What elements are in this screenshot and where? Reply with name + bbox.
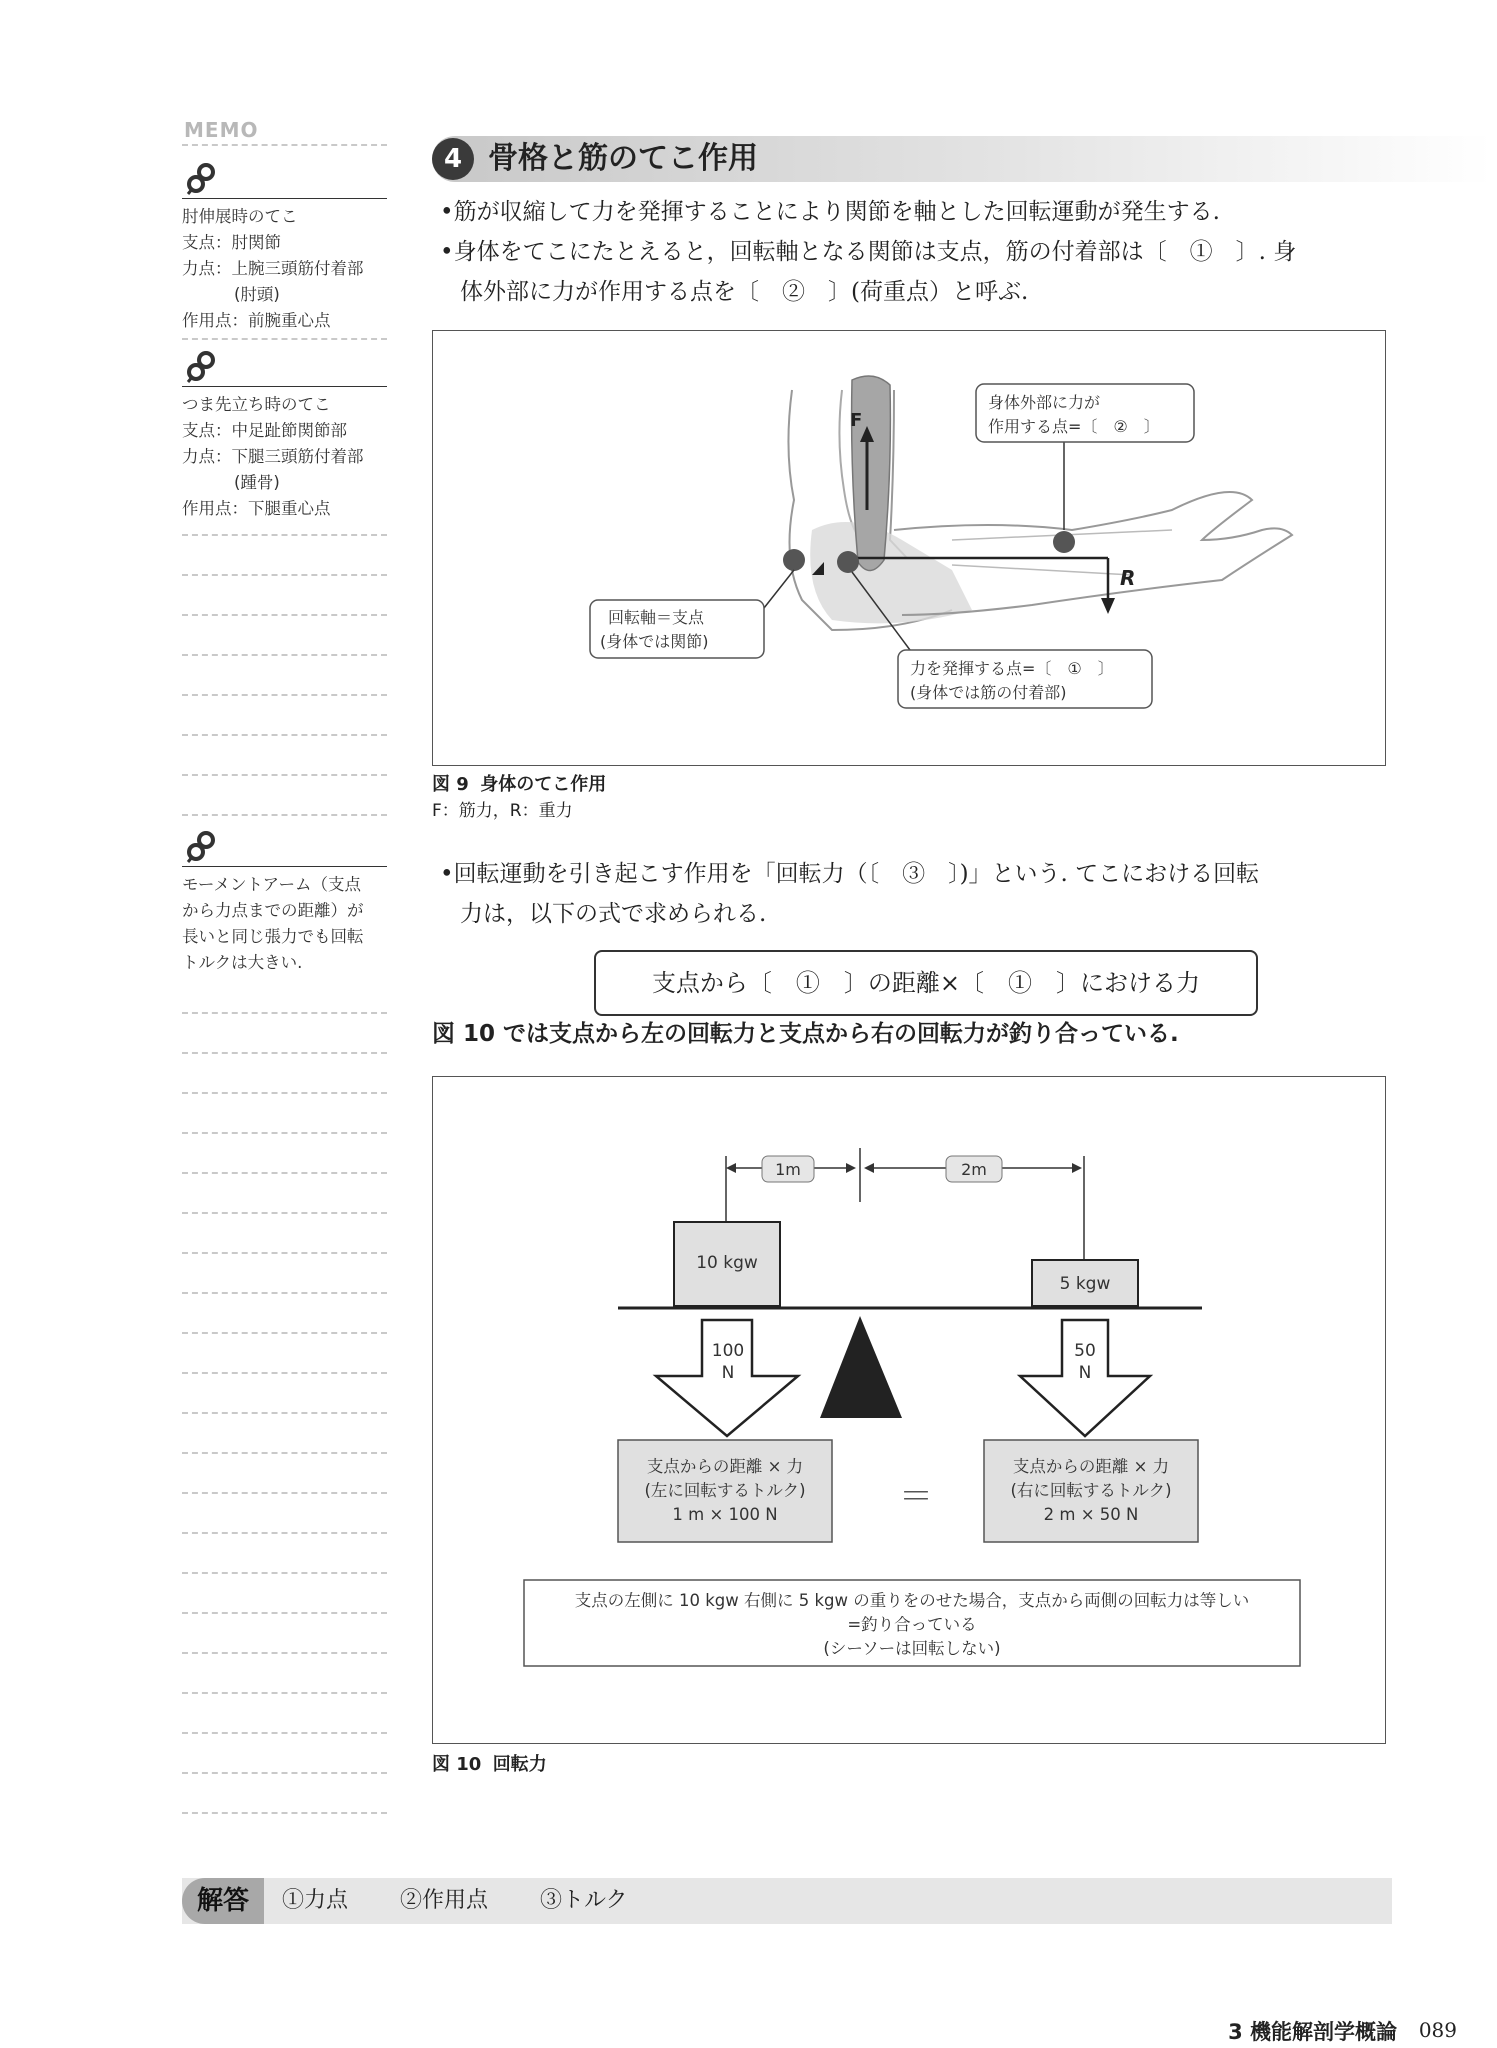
memo-divider xyxy=(182,574,387,576)
callout-effort-line2: (身体では筋の付着部) xyxy=(910,683,1067,702)
figure-9-diagram xyxy=(432,330,1384,764)
figure-9-title: 身体のてこ作用 xyxy=(480,774,607,795)
torque-right-line3: 2 m × 50 N xyxy=(1043,1505,1139,1524)
memo-pin-icon xyxy=(184,162,218,196)
balance-note-line3: (シーソーは回転しない) xyxy=(823,1639,1001,1658)
torque-left-line3: 1 m × 100 N xyxy=(672,1505,778,1524)
section-title: 骨格と筋のてこ作用 xyxy=(488,141,758,176)
figure-9-legend: F：筋力，R：重力 xyxy=(432,801,573,821)
torque-formula-box: 支点から〔 ① 〕の距離×〔 ① 〕における力 xyxy=(594,950,1258,1016)
footer-chapter xyxy=(1228,2016,1397,2046)
callout-fulcrum-line2: (身体では関節) xyxy=(600,632,709,651)
memo-line: 支点：肘関節 xyxy=(182,233,281,252)
memo-divider xyxy=(182,1412,387,1414)
paragraph-figure-10-intro: 図 10 では支点から左の回転力と支点から右の回転力が釣り合っている. xyxy=(432,1021,1179,1047)
memo-rule xyxy=(182,386,387,387)
torque-right-line2: (右に回転するトルク) xyxy=(1010,1481,1172,1500)
memo-divider xyxy=(182,1612,387,1614)
memo-note-tiptoe xyxy=(182,392,392,522)
memo-divider xyxy=(182,1732,387,1734)
seesaw-fulcrum xyxy=(820,1316,902,1418)
figure-10-diagram xyxy=(432,1076,1384,1742)
memo-line: 長いと同じ張力でも回転 xyxy=(182,927,364,946)
dimension-arrow xyxy=(846,1163,856,1173)
memo-divider xyxy=(182,1292,387,1294)
memo-divider xyxy=(182,1652,387,1654)
memo-note-elbow xyxy=(182,204,392,334)
gravity-arrowhead xyxy=(1101,598,1115,614)
memo-line: モーメントアーム（支点 xyxy=(182,875,362,894)
memo-divider xyxy=(182,1572,387,1574)
memo-divider xyxy=(182,1212,387,1214)
memo-divider xyxy=(182,734,387,736)
memo-line: トルクは大きい. xyxy=(182,953,303,972)
force-left-unit: N xyxy=(721,1363,735,1383)
footer-chapter-title: 機能解剖学概論 xyxy=(1250,2020,1397,2044)
memo-rule xyxy=(182,866,387,867)
callout-load-line1: 身体外部に力が xyxy=(988,393,1101,412)
paragraph-torque-1: •回転運動を引き起こす作用を「回転力（〔 ③ 〕)」という. てこにおける回転 xyxy=(440,861,1260,887)
callout-fulcrum-line1: 回転軸＝支点 xyxy=(608,608,705,627)
memo-pin-icon xyxy=(184,350,218,384)
weight-left-label: 10 kgw xyxy=(696,1253,758,1273)
torque-left-line2: (左に回転するトルク) xyxy=(644,1481,806,1500)
memo-divider xyxy=(182,1092,387,1094)
memo-divider xyxy=(182,1372,387,1374)
memo-divider xyxy=(182,534,387,536)
force-left-value: 100 xyxy=(711,1341,745,1361)
leader-line-fulcrum xyxy=(764,570,794,608)
effort-point xyxy=(837,551,859,573)
callout-load-line2: 作用する点=〔 ② 〕 xyxy=(988,417,1160,436)
torque-left-line1: 支点からの距離 × 力 xyxy=(646,1457,804,1476)
memo-divider xyxy=(182,1492,387,1494)
triceps-muscle xyxy=(852,376,891,571)
memo-divider xyxy=(182,1452,387,1454)
paragraph-muscle-contraction: •筋が収縮して力を発揮することにより関節を軸とした回転運動が発生する. xyxy=(440,199,1220,225)
memo-divider xyxy=(182,814,387,816)
answer-3: ③トルク xyxy=(540,1888,628,1913)
memo-divider xyxy=(182,614,387,616)
section-number-badge: 4 xyxy=(432,138,474,180)
memo-divider xyxy=(182,1172,387,1174)
figure-10-number: 図 10 xyxy=(432,1754,482,1775)
equals-sign: ＝ xyxy=(899,1477,933,1517)
paragraph-torque-2: 力は，以下の式で求められる. xyxy=(460,901,767,927)
memo-divider xyxy=(182,1772,387,1774)
paragraph-lever-analogy-2: 体外部に力が作用する点を〔 ② 〕(荷重点）と呼ぶ. xyxy=(460,279,1029,305)
answer-2: ②作用点 xyxy=(400,1888,489,1913)
figure-9-number: 図 9 xyxy=(432,774,469,795)
elbow-shading xyxy=(810,522,972,623)
memo-line: 作用点：前腕重心点 xyxy=(182,311,331,330)
memo-pin-icon xyxy=(184,830,218,864)
memo-divider xyxy=(182,1692,387,1694)
load-point xyxy=(1053,531,1075,553)
gravity-label: R xyxy=(1120,566,1136,590)
forearm-bone xyxy=(952,565,1132,575)
memo-line: 肘伸展時のてこ xyxy=(182,207,298,226)
distance-label-right: 2m xyxy=(961,1160,987,1179)
memo-line: 作用点：下腿重心点 xyxy=(182,499,331,518)
arm-outline xyxy=(890,390,907,558)
memo-title: MEMO xyxy=(184,118,259,142)
callout-effort-line1: 力を発揮する点=〔 ① 〕 xyxy=(910,659,1114,678)
memo-divider xyxy=(182,654,387,656)
memo-line: から力点までの距離）が xyxy=(182,901,364,920)
balance-note-line2: =釣り合っている xyxy=(847,1615,977,1634)
force-right-unit: N xyxy=(1078,1363,1092,1383)
figure-9-caption xyxy=(432,770,606,796)
answer-bar xyxy=(182,1878,1392,1924)
figure-10-title: 回転力 xyxy=(492,1754,547,1775)
fulcrum-point xyxy=(783,549,805,571)
force-label: F xyxy=(850,410,863,431)
dimension-arrow xyxy=(1072,1163,1082,1173)
memo-line: 力点：上腕三頭筋付着部 xyxy=(182,259,364,278)
memo-divider xyxy=(182,1532,387,1534)
dimension-arrow xyxy=(726,1163,736,1173)
figure-10-caption xyxy=(432,1750,547,1776)
memo-rule xyxy=(182,198,387,199)
memo-line: つま先立ち時のてこ xyxy=(182,395,331,414)
footer-chapter-number: 3 xyxy=(1228,2020,1243,2044)
dimension-arrow xyxy=(864,1163,874,1173)
weight-right-label: 5 kgw xyxy=(1059,1274,1111,1294)
memo-line: 力点：下腿三頭筋付着部 xyxy=(182,447,364,466)
memo-note-moment-arm xyxy=(182,872,392,976)
page-number: 089 xyxy=(1418,2018,1457,2042)
memo-line: (肘頭) xyxy=(234,285,280,304)
force-right-value: 50 xyxy=(1074,1341,1096,1361)
paragraph-lever-analogy-1: •身体をてこにたとえると，回転軸となる関節は支点，筋の付着部は〔 ① 〕. 身 xyxy=(440,239,1297,265)
answer-label: 解答 xyxy=(182,1878,264,1924)
memo-divider xyxy=(182,1252,387,1254)
balance-note-line1: 支点の左側に 10 kgw 右側に 5 kgw の重りをのせた場合，支点から両側の回転力は等しい xyxy=(574,1591,1250,1610)
torque-right-line1: 支点からの距離 × 力 xyxy=(1012,1457,1170,1476)
memo-divider xyxy=(182,774,387,776)
memo-divider xyxy=(182,1812,387,1814)
memo-divider xyxy=(182,694,387,696)
memo-divider xyxy=(182,144,387,146)
memo-line: 支点：中足趾節関節部 xyxy=(182,421,347,440)
memo-divider xyxy=(182,338,387,340)
memo-line: (踵骨) xyxy=(234,473,280,492)
answer-1: ①力点 xyxy=(282,1888,349,1913)
memo-divider xyxy=(182,1052,387,1054)
memo-divider xyxy=(182,1132,387,1134)
distance-label-left: 1m xyxy=(775,1160,801,1179)
memo-divider xyxy=(182,1332,387,1334)
memo-divider xyxy=(182,1012,387,1014)
